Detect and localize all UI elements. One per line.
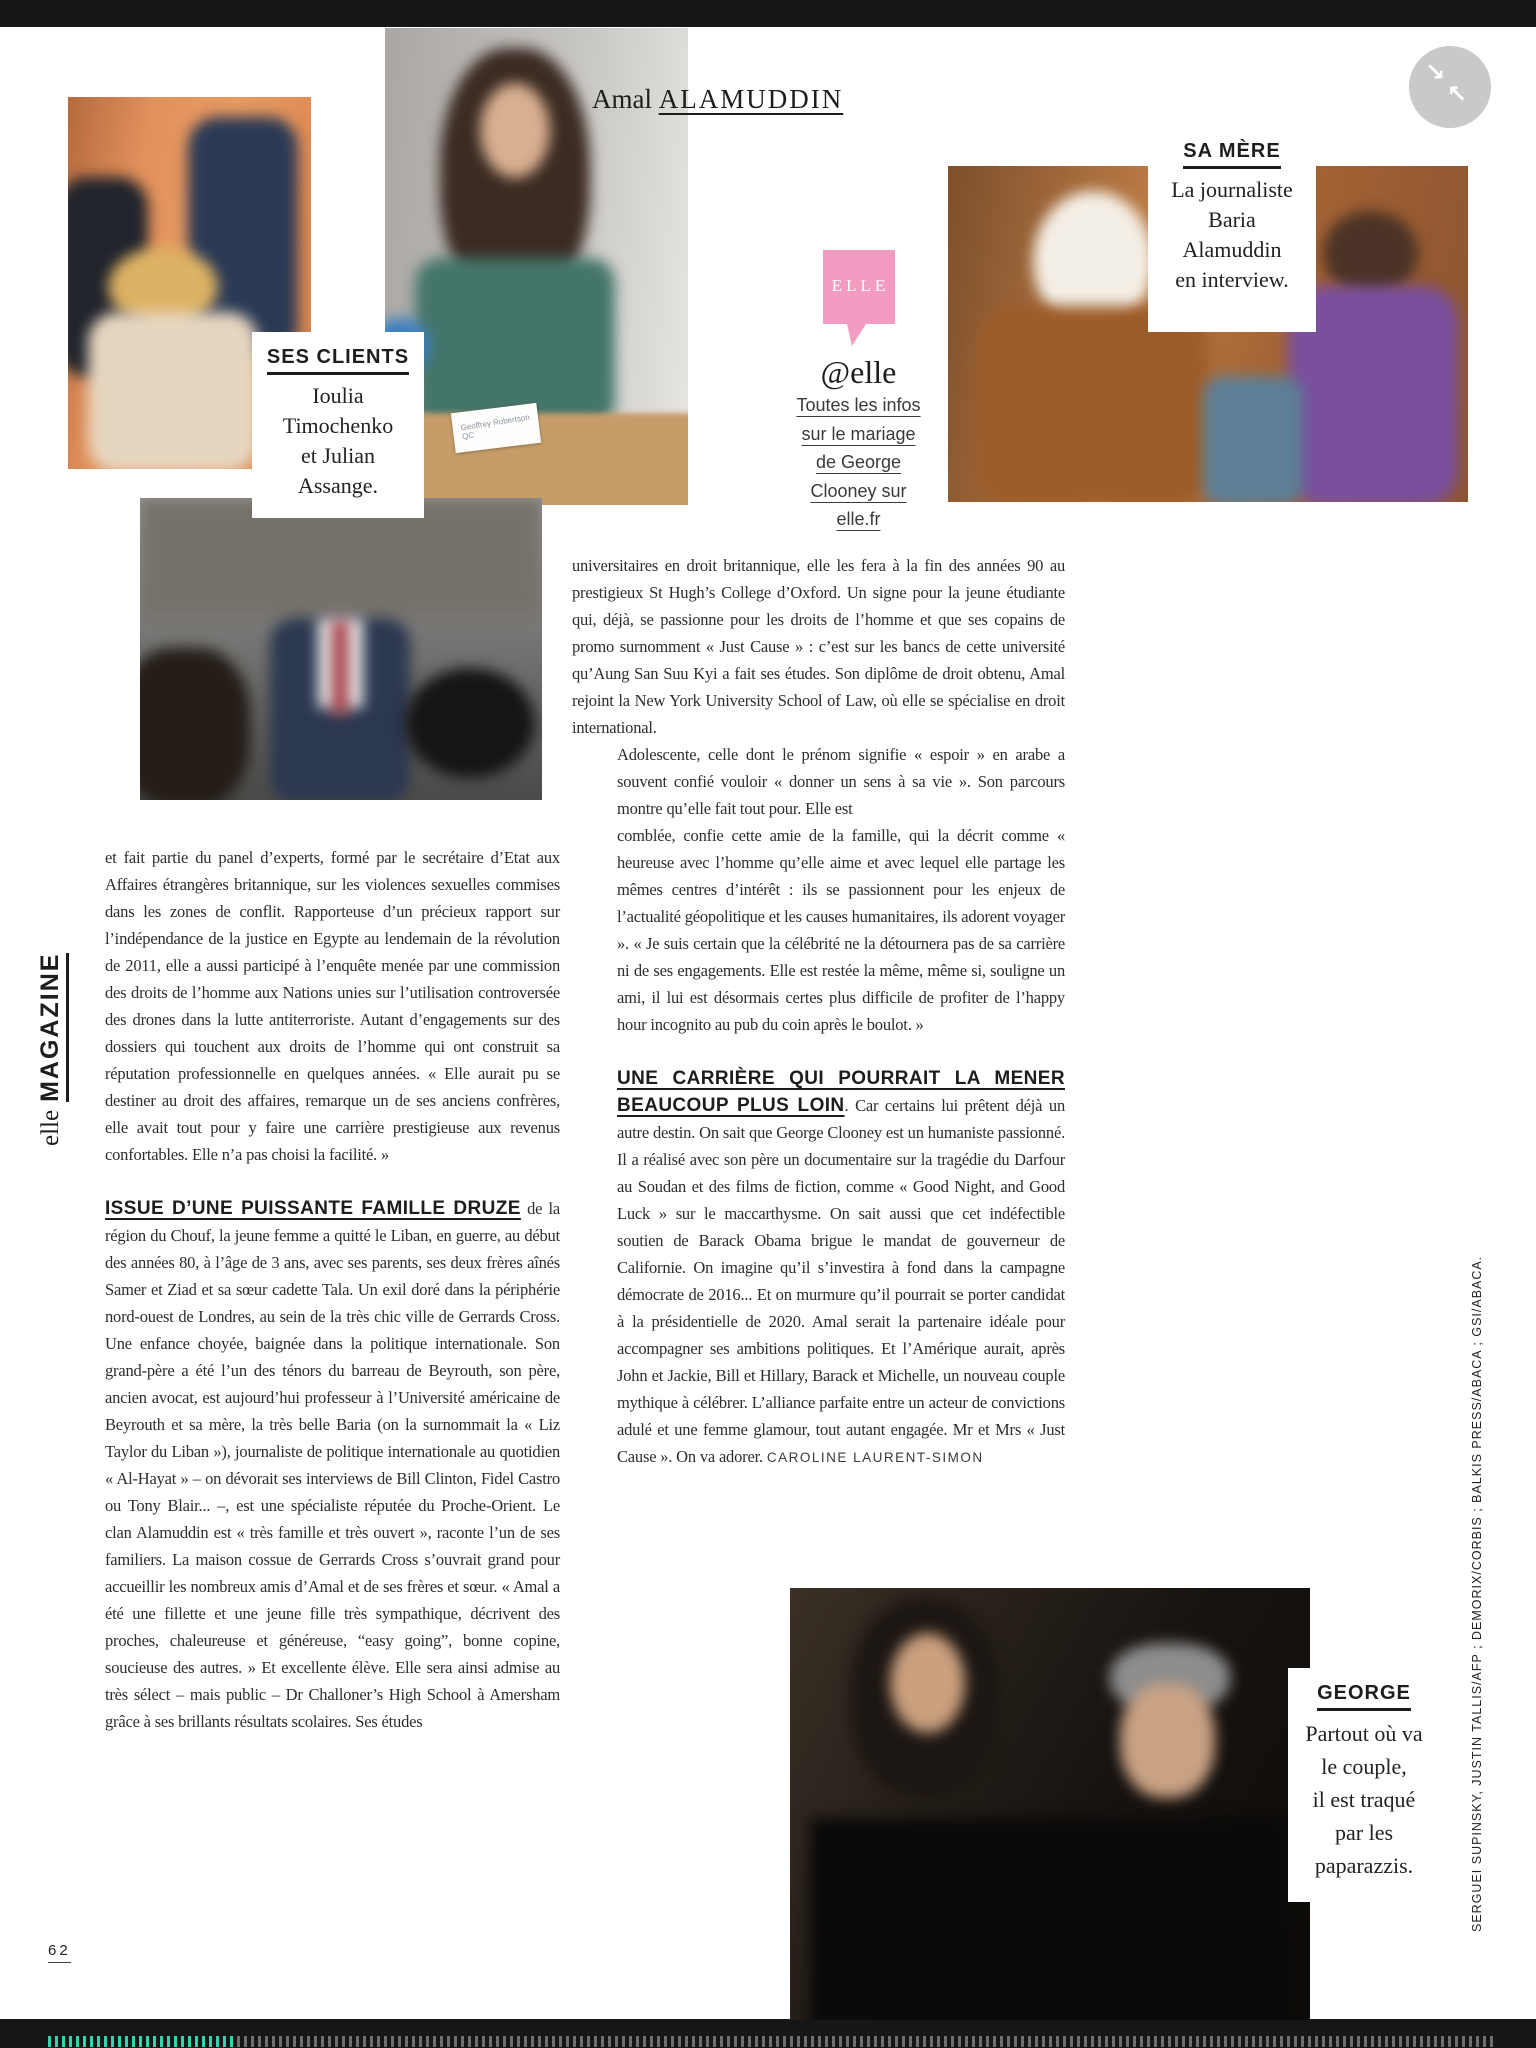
tick[interactable] bbox=[118, 2036, 121, 2047]
title-first-name: Amal bbox=[592, 84, 659, 114]
tick[interactable] bbox=[1364, 2036, 1367, 2047]
tick[interactable] bbox=[594, 2036, 597, 2047]
article-right-column bbox=[572, 552, 1065, 1471]
tick[interactable] bbox=[468, 2036, 471, 2047]
career-section-body: . Car certains lui prêtent déjà un autre destin. On sait que George Clooney est un humaniste passionné. Il a réalisé avec son père un documentaire sur la tragédie du Darfour au Soudan et des films de fiction, comme « Good Night, and Good Luck » sur le maccarthysme. On sait aussi que cet indéfectible soutien de Barack Obama brigue le mandat de gouverneur de Californie. On imagine qu’il s’investira à fond dans la campagne démocrate de 2016... Et on murmure qu’il pourrait se porter candidat à la présidentielle de 2020. Amal serait la partenaire idéale pour accompagner ses ambitions politiques. Et l’Amérique aurait, après John et Jackie, Bill et Hillary, Barack et Michelle, un nouveau couple mythique à célébrer. L’alliance parfaite entre un acteur de convictions adulé et une femme glamour, tout autant engagée. Mr et Mrs « Just Cause ». On va adorer. bbox=[617, 1096, 1065, 1466]
progress-scrubber[interactable] bbox=[48, 2036, 1493, 2047]
tick[interactable] bbox=[153, 2036, 156, 2047]
collapse-button[interactable] bbox=[1409, 46, 1491, 128]
tick[interactable] bbox=[1021, 2036, 1024, 2047]
assange-tie bbox=[332, 620, 348, 715]
tick[interactable] bbox=[62, 2036, 65, 2047]
tick[interactable] bbox=[1378, 2036, 1381, 2047]
tick[interactable] bbox=[1266, 2036, 1269, 2047]
tick[interactable] bbox=[461, 2036, 464, 2047]
tick[interactable] bbox=[314, 2036, 317, 2047]
tick[interactable] bbox=[1133, 2036, 1136, 2047]
elle-logo-text: ELLE bbox=[831, 276, 890, 295]
tick[interactable] bbox=[1259, 2036, 1262, 2047]
tick[interactable] bbox=[384, 2036, 387, 2047]
elle-link-line[interactable]: Toutes les infos bbox=[796, 395, 921, 415]
tick[interactable] bbox=[1273, 2036, 1276, 2047]
tick[interactable] bbox=[1210, 2036, 1213, 2047]
tick[interactable] bbox=[1042, 2036, 1045, 2047]
author-byline: CAROLINE LAURENT-SIMON bbox=[766, 1450, 984, 1465]
tick[interactable] bbox=[1147, 2036, 1150, 2047]
tick[interactable] bbox=[692, 2036, 695, 2047]
tick[interactable] bbox=[1098, 2036, 1101, 2047]
dark-clothing bbox=[810, 1818, 1290, 2020]
tick[interactable] bbox=[1441, 2036, 1444, 2047]
tick[interactable] bbox=[895, 2036, 898, 2047]
tick[interactable] bbox=[489, 2036, 492, 2047]
tick[interactable] bbox=[797, 2036, 800, 2047]
tick[interactable] bbox=[55, 2036, 58, 2047]
tick[interactable] bbox=[1000, 2036, 1003, 2047]
tick[interactable] bbox=[846, 2036, 849, 2047]
tick[interactable] bbox=[230, 2036, 233, 2047]
tick[interactable] bbox=[643, 2036, 646, 2047]
tick[interactable] bbox=[804, 2036, 807, 2047]
tick[interactable] bbox=[1140, 2036, 1143, 2047]
tick[interactable] bbox=[818, 2036, 821, 2047]
tick[interactable] bbox=[1371, 2036, 1374, 2047]
tick[interactable] bbox=[1413, 2036, 1416, 2047]
tick[interactable] bbox=[1154, 2036, 1157, 2047]
tick[interactable] bbox=[286, 2036, 289, 2047]
tick[interactable] bbox=[531, 2036, 534, 2047]
name-card-text: Geoffrey Robertson QC bbox=[460, 412, 531, 442]
tick[interactable] bbox=[419, 2036, 422, 2047]
tick[interactable] bbox=[1392, 2036, 1395, 2047]
tick[interactable] bbox=[496, 2036, 499, 2047]
tick[interactable] bbox=[433, 2036, 436, 2047]
tick[interactable] bbox=[587, 2036, 590, 2047]
tick[interactable] bbox=[1070, 2036, 1073, 2047]
saudi-robe bbox=[978, 306, 1208, 502]
tick[interactable] bbox=[1434, 2036, 1437, 2047]
top-bar bbox=[0, 0, 1536, 27]
tick[interactable] bbox=[139, 2036, 142, 2047]
photo-assange-crowd bbox=[140, 498, 542, 800]
tick[interactable] bbox=[48, 2036, 51, 2047]
tick[interactable] bbox=[223, 2036, 226, 2047]
tick[interactable] bbox=[1315, 2036, 1318, 2047]
tick[interactable] bbox=[1483, 2036, 1486, 2047]
tick[interactable] bbox=[1112, 2036, 1115, 2047]
tick[interactable] bbox=[790, 2036, 793, 2047]
tick[interactable] bbox=[741, 2036, 744, 2047]
collapse-icon: ↖ bbox=[1447, 80, 1468, 108]
tick[interactable] bbox=[860, 2036, 863, 2047]
tick[interactable] bbox=[405, 2036, 408, 2047]
tick[interactable] bbox=[958, 2036, 961, 2047]
tick[interactable] bbox=[783, 2036, 786, 2047]
tick[interactable] bbox=[580, 2036, 583, 2047]
tick[interactable] bbox=[1343, 2036, 1346, 2047]
armchair bbox=[1203, 376, 1303, 502]
tick[interactable] bbox=[237, 2036, 240, 2047]
tick[interactable] bbox=[363, 2036, 366, 2047]
tick[interactable] bbox=[454, 2036, 457, 2047]
tick[interactable] bbox=[1336, 2036, 1339, 2047]
tick[interactable] bbox=[1469, 2036, 1472, 2047]
tick[interactable] bbox=[447, 2036, 450, 2047]
amal-green-top bbox=[415, 258, 615, 428]
elle-link-line[interactable]: de George bbox=[815, 452, 902, 472]
tick[interactable] bbox=[909, 2036, 912, 2047]
tick[interactable] bbox=[90, 2036, 93, 2047]
tick[interactable] bbox=[650, 2036, 653, 2047]
tick[interactable] bbox=[132, 2036, 135, 2047]
elle-handle: @elle bbox=[820, 354, 897, 390]
tick[interactable] bbox=[258, 2036, 261, 2047]
tick[interactable] bbox=[202, 2036, 205, 2047]
tick[interactable] bbox=[678, 2036, 681, 2047]
caption-line: Alamuddin bbox=[1182, 237, 1282, 262]
tick[interactable] bbox=[923, 2036, 926, 2047]
tick[interactable] bbox=[839, 2036, 842, 2047]
tick[interactable] bbox=[1063, 2036, 1066, 2047]
tick[interactable] bbox=[1056, 2036, 1059, 2047]
photo-credits: SERGUEI SUPINSKY, JUSTIN TALLIS/AFP ; DEMORIX/CORBIS ; BALKIS PRESS/ABACA ; GSI/ABACA. bbox=[1470, 1255, 1484, 1932]
career-section bbox=[617, 1065, 1065, 1471]
caption-line: le couple, bbox=[1321, 1754, 1407, 1779]
tick[interactable] bbox=[349, 2036, 352, 2047]
caption-line: en interview. bbox=[1175, 267, 1289, 292]
tick[interactable] bbox=[1028, 2036, 1031, 2047]
tick[interactable] bbox=[1462, 2036, 1465, 2047]
tick[interactable] bbox=[174, 2036, 177, 2047]
tick[interactable] bbox=[629, 2036, 632, 2047]
tick[interactable] bbox=[622, 2036, 625, 2047]
tick[interactable] bbox=[552, 2036, 555, 2047]
tick[interactable] bbox=[902, 2036, 905, 2047]
elle-link-line[interactable]: sur le mariage bbox=[801, 423, 916, 444]
tick[interactable] bbox=[111, 2036, 114, 2047]
tick[interactable] bbox=[475, 2036, 478, 2047]
caption-line: La journaliste bbox=[1171, 177, 1293, 202]
tick[interactable] bbox=[1035, 2036, 1038, 2047]
tick[interactable] bbox=[1077, 2036, 1080, 2047]
tick[interactable] bbox=[1245, 2036, 1248, 2047]
tick[interactable] bbox=[510, 2036, 513, 2047]
camera-lens bbox=[405, 668, 535, 778]
tick[interactable] bbox=[412, 2036, 415, 2047]
tick[interactable] bbox=[167, 2036, 170, 2047]
tick[interactable] bbox=[503, 2036, 506, 2047]
family-section-body: de la région du Chouf, la jeune femme a quitté le Liban, en guerre, au début des années 80, à l’âge de 3 ans, avec ses parents, ses deux frères aînés Samer et Ziad et sa sœur cadette Tala. Un exil doré dans la périphérie nord-ouest de Londres, au sein de la très chic ville de Gerrards Cross. Une enfance choyée, baignée dans la politique internationale. Son grand-père a été l’un des ténors du barreau de Beyrouth, son père, ancien avocat, est aujourd’hui professeur à l’Université américaine de Beyrouth et sa mère, la très belle Baria (on la surnommait la « Liz Taylor du Liban »), journaliste de politique internationale au quotidien « Al-Hayat » – on dévorait ses interviews de Bill Clinton, Fidel Castro ou Tony Blair... –, est une spécialiste réputée du Proche-Orient. Le clan Alamuddin est « très famille et très ouvert », raconte l’un de ses familiers. La maison cossue de Gerrards Cross s’ouvrait grand pour accueillir les nombreux amis d’Amal et de ses frères et sœur. « Amal a été une fillette et une jeune fille très sympathique, décrivent des proches, chaleureuse et généreuse, “easy going”, bonne copine, soucieuse des autres. » Et excellente élève. Elle sera ainsi admise au très sélect – mais public – Dr Challoner’s High School à Amersham grâce à ses brillants résultats scolaires. Ses études bbox=[105, 1199, 561, 1731]
caption-ses-clients bbox=[252, 332, 424, 518]
tick[interactable] bbox=[1168, 2036, 1171, 2047]
tick[interactable] bbox=[601, 2036, 604, 2047]
tick[interactable] bbox=[867, 2036, 870, 2047]
magazine-section-masthead bbox=[36, 896, 82, 1146]
tick[interactable] bbox=[706, 2036, 709, 2047]
tick[interactable] bbox=[1182, 2036, 1185, 2047]
tick[interactable] bbox=[888, 2036, 891, 2047]
tick[interactable] bbox=[76, 2036, 79, 2047]
tick[interactable] bbox=[125, 2036, 128, 2047]
tick[interactable] bbox=[762, 2036, 765, 2047]
tick[interactable] bbox=[335, 2036, 338, 2047]
family-section-heading: ISSUE D’UNE PUISSANTE FAMILLE DRUZE bbox=[105, 1198, 521, 1219]
tick[interactable] bbox=[370, 2036, 373, 2047]
tick[interactable] bbox=[1448, 2036, 1451, 2047]
tick[interactable] bbox=[1385, 2036, 1388, 2047]
tick[interactable] bbox=[972, 2036, 975, 2047]
tick[interactable] bbox=[951, 2036, 954, 2047]
tick[interactable] bbox=[321, 2036, 324, 2047]
page-number: 62 bbox=[48, 1942, 71, 1963]
tick[interactable] bbox=[545, 2036, 548, 2047]
tick[interactable] bbox=[1203, 2036, 1206, 2047]
tick[interactable] bbox=[279, 2036, 282, 2047]
tick[interactable] bbox=[874, 2036, 877, 2047]
page-title bbox=[592, 84, 843, 115]
tick[interactable] bbox=[482, 2036, 485, 2047]
caption-line: il est traqué bbox=[1312, 1787, 1416, 1812]
caption-sa-mere bbox=[1148, 126, 1316, 332]
timochenko-figure bbox=[88, 312, 258, 469]
tick[interactable] bbox=[1406, 2036, 1409, 2047]
tick[interactable] bbox=[1399, 2036, 1402, 2047]
george-face bbox=[1120, 1683, 1215, 1798]
tick[interactable] bbox=[559, 2036, 562, 2047]
tick[interactable] bbox=[615, 2036, 618, 2047]
elle-logo bbox=[823, 250, 895, 324]
elle-link-line[interactable]: Clooney sur bbox=[810, 480, 907, 501]
tick[interactable] bbox=[272, 2036, 275, 2047]
tick[interactable] bbox=[524, 2036, 527, 2047]
amal-face bbox=[480, 83, 550, 178]
tick[interactable] bbox=[426, 2036, 429, 2047]
tick[interactable] bbox=[377, 2036, 380, 2047]
tick[interactable] bbox=[342, 2036, 345, 2047]
tick[interactable] bbox=[1420, 2036, 1423, 2047]
tick[interactable] bbox=[104, 2036, 107, 2047]
tick[interactable] bbox=[1084, 2036, 1087, 2047]
tick[interactable] bbox=[1175, 2036, 1178, 2047]
tick[interactable] bbox=[881, 2036, 884, 2047]
tick[interactable] bbox=[1189, 2036, 1192, 2047]
tick[interactable] bbox=[398, 2036, 401, 2047]
tick[interactable] bbox=[699, 2036, 702, 2047]
tick[interactable] bbox=[853, 2036, 856, 2047]
tick[interactable] bbox=[986, 2036, 989, 2047]
tick[interactable] bbox=[769, 2036, 772, 2047]
tick[interactable] bbox=[391, 2036, 394, 2047]
photo-george-amal-paparazzi bbox=[790, 1588, 1310, 2020]
tick[interactable] bbox=[328, 2036, 331, 2047]
tick[interactable] bbox=[916, 2036, 919, 2047]
caption-line: paparazzis. bbox=[1314, 1853, 1414, 1878]
caption-line: Assange. bbox=[297, 473, 379, 498]
collapse-icon: ↘ bbox=[1425, 58, 1446, 86]
tick[interactable] bbox=[1287, 2036, 1290, 2047]
tick[interactable] bbox=[748, 2036, 751, 2047]
tick[interactable] bbox=[1350, 2036, 1353, 2047]
tick[interactable] bbox=[720, 2036, 723, 2047]
tick[interactable] bbox=[1322, 2036, 1325, 2047]
tick[interactable] bbox=[664, 2036, 667, 2047]
tick[interactable] bbox=[636, 2036, 639, 2047]
tick[interactable] bbox=[1490, 2036, 1493, 2047]
tick[interactable] bbox=[713, 2036, 716, 2047]
elle-promo bbox=[786, 250, 931, 534]
tick[interactable] bbox=[1476, 2036, 1479, 2047]
tick[interactable] bbox=[83, 2036, 86, 2047]
tick[interactable] bbox=[1280, 2036, 1283, 2047]
tick[interactable] bbox=[188, 2036, 191, 2047]
tick[interactable] bbox=[97, 2036, 100, 2047]
caption-line: par les bbox=[1334, 1820, 1394, 1845]
experts-panel-paragraph: et fait partie du panel d’experts, formé par le secrétaire d’Etat aux Affaires étrangères britannique, sur les violences sexuelles commises dans les zones de conflit. Rapporteuse d’un précieux rapport sur l’indépendance de la justice en Egypte au lendemain de la révolution de 2011, elle a aussi participé à l’enquête menée par une commission des droits de l’homme aux Nations unies sur l’utilisation controversée des drones dans la lutte antiterroriste. Autant d’engagements sur des dossiers qui touchent aux droits de l’homme qui ont construit sa réputation professionnelle en quelques années. « Elle aurait pu se destiner au droit des affaires, remarque un de ses anciens confrères, elle avait tout pour y faire une carrière prestigieuse aux revenus confortables. Elle n’a pas choisi la facilité. » bbox=[105, 848, 560, 1164]
tick[interactable] bbox=[776, 2036, 779, 2047]
tick[interactable] bbox=[573, 2036, 576, 2047]
tick[interactable] bbox=[930, 2036, 933, 2047]
tick[interactable] bbox=[1357, 2036, 1360, 2047]
career-section-heading: UNE CARRIÈRE QUI POURRAIT LA MENER BEAUCOUP PLUS LOIN bbox=[617, 1068, 1065, 1116]
caption-heading: SA MÈRE bbox=[1183, 140, 1280, 169]
tick[interactable] bbox=[356, 2036, 359, 2047]
tick[interactable] bbox=[216, 2036, 219, 2047]
tick[interactable] bbox=[965, 2036, 968, 2047]
elle-link-line[interactable]: elle.fr bbox=[836, 509, 881, 529]
tick[interactable] bbox=[1196, 2036, 1199, 2047]
tick[interactable] bbox=[195, 2036, 198, 2047]
tick[interactable] bbox=[160, 2036, 163, 2047]
tick[interactable] bbox=[734, 2036, 737, 2047]
bottom-bar bbox=[0, 2019, 1536, 2048]
caption-line: Timochenko bbox=[282, 413, 394, 438]
tick[interactable] bbox=[251, 2036, 254, 2047]
tick[interactable] bbox=[517, 2036, 520, 2047]
tick[interactable] bbox=[1007, 2036, 1010, 2047]
friend-quote-paragraph: comblée, confie cette amie de la famille, qui la décrit comme « heureuse avec l’homme qu’elle aime et avec lequel elle partage les mêmes centres d’intérêt : ils se passionnent pour les enjeux de l’actualité géopolitique et les causes humanitaires, ils adorent voyager ». « Je suis certain que la célébrité ne la détournera pas de sa carrière ni de ses engagements. Elle est restée la même, même si, souligne un ami, il lui est désormais certes plus difficile de profiter de l’happy hour incognito au pub du coin après le boulot. » bbox=[617, 826, 1065, 1034]
family-section bbox=[105, 1195, 560, 1735]
tick[interactable] bbox=[1308, 2036, 1311, 2047]
caption-line: Partout où va bbox=[1305, 1721, 1423, 1746]
tick[interactable] bbox=[244, 2036, 247, 2047]
tick[interactable] bbox=[1014, 2036, 1017, 2047]
caption-george bbox=[1288, 1668, 1440, 1902]
tick[interactable] bbox=[69, 2036, 72, 2047]
tick[interactable] bbox=[608, 2036, 611, 2047]
tick[interactable] bbox=[1126, 2036, 1129, 2047]
tick[interactable] bbox=[1224, 2036, 1227, 2047]
tick[interactable] bbox=[1091, 2036, 1094, 2047]
tick[interactable] bbox=[265, 2036, 268, 2047]
caption-heading: GEORGE bbox=[1317, 1682, 1411, 1711]
caption-heading: SES CLIENTS bbox=[267, 346, 409, 375]
tick[interactable] bbox=[727, 2036, 730, 2047]
tick[interactable] bbox=[1427, 2036, 1430, 2047]
tick[interactable] bbox=[293, 2036, 296, 2047]
tick[interactable] bbox=[1119, 2036, 1122, 2047]
tick[interactable] bbox=[825, 2036, 828, 2047]
tick[interactable] bbox=[979, 2036, 982, 2047]
tick[interactable] bbox=[146, 2036, 149, 2047]
intro-paragraph-continued: Adolescente, celle dont le prénom signifie « espoir » en arabe a souvent confié vouloir « donner un sens à sa vie ». Son parcours montre qu’elle fait tout pour. Elle est bbox=[617, 745, 1065, 818]
tick[interactable] bbox=[1231, 2036, 1234, 2047]
tick[interactable] bbox=[1161, 2036, 1164, 2047]
tick[interactable] bbox=[671, 2036, 674, 2047]
intro-paragraph: universitaires en droit britannique, elle les fera à la fin des années 90 au prestigieux St Hugh’s College d’Oxford. Un signe pour la jeune étudiante qui, déjà, se passionne pour les droits de l’homme et que ses copains de promo surnomment « Just Cause » : c’est sur les bancs de cette université qu’Aung San Suu Kyi a fait ses études. Son diplôme de droit obtenu, Amal rejoint la New York University School of Law, où elle se spécialise en droit international. bbox=[572, 556, 1065, 737]
tick[interactable] bbox=[811, 2036, 814, 2047]
amal-hair-foreground bbox=[140, 648, 250, 800]
title-last-name: ALAMUDDIN bbox=[658, 84, 844, 114]
article-left-column bbox=[105, 844, 560, 1735]
tick[interactable] bbox=[1329, 2036, 1332, 2047]
tick[interactable] bbox=[307, 2036, 310, 2047]
tick[interactable] bbox=[1217, 2036, 1220, 2047]
baria-hair bbox=[1323, 211, 1418, 296]
tick[interactable] bbox=[832, 2036, 835, 2047]
tick[interactable] bbox=[944, 2036, 947, 2047]
amal-face bbox=[890, 1633, 965, 1733]
caption-line: et Julian bbox=[301, 443, 375, 468]
tick[interactable] bbox=[566, 2036, 569, 2047]
tick[interactable] bbox=[440, 2036, 443, 2047]
caption-line: Ioulia bbox=[312, 383, 364, 408]
tick[interactable] bbox=[1301, 2036, 1304, 2047]
tick[interactable] bbox=[657, 2036, 660, 2047]
tick[interactable] bbox=[1294, 2036, 1297, 2047]
tick[interactable] bbox=[538, 2036, 541, 2047]
tick[interactable] bbox=[1049, 2036, 1052, 2047]
masthead-magazine: MAGAZINE bbox=[36, 953, 69, 1102]
tick[interactable] bbox=[993, 2036, 996, 2047]
masthead-elle: elle bbox=[37, 1109, 64, 1146]
elle-logo-tail bbox=[847, 324, 866, 346]
tick[interactable] bbox=[685, 2036, 688, 2047]
tick[interactable] bbox=[937, 2036, 940, 2047]
caption-line: Baria bbox=[1208, 207, 1256, 232]
tick[interactable] bbox=[1238, 2036, 1241, 2047]
tick[interactable] bbox=[209, 2036, 212, 2047]
tick[interactable] bbox=[300, 2036, 303, 2047]
tick[interactable] bbox=[1105, 2036, 1108, 2047]
tick[interactable] bbox=[1252, 2036, 1255, 2047]
tick[interactable] bbox=[755, 2036, 758, 2047]
tick[interactable] bbox=[181, 2036, 184, 2047]
tick[interactable] bbox=[1455, 2036, 1458, 2047]
